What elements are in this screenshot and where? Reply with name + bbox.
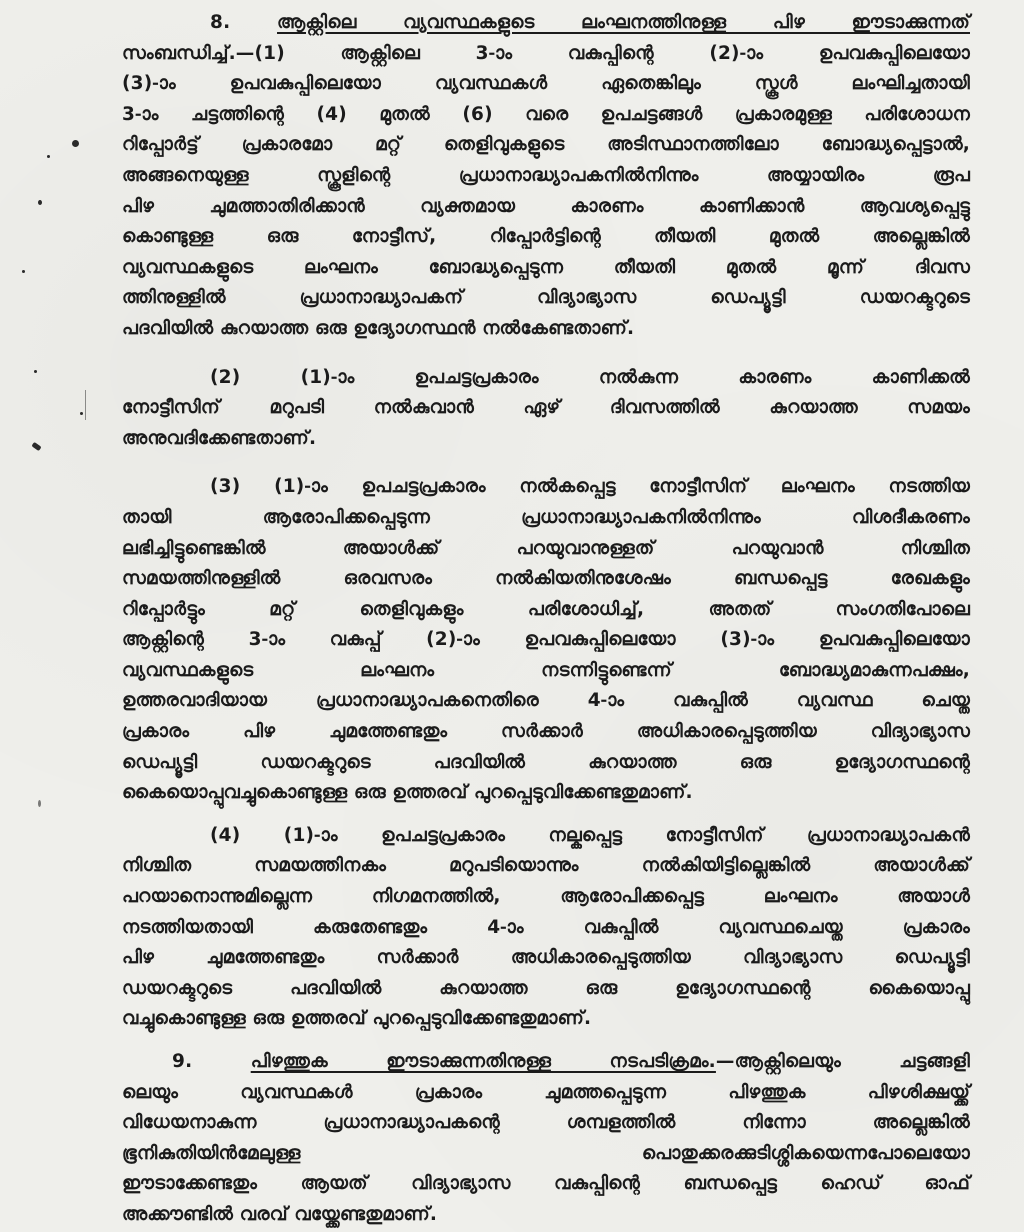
paragraph-gap [122, 1035, 970, 1047]
margin-speck [72, 140, 79, 147]
text-line: റിപ്പോർട്ടും മറ്റ് തെളിവുകളും പരിശോധിച്ച്, അതത് സംഗതിപോലെ [122, 598, 970, 620]
margin-speck [80, 412, 83, 415]
section-heading: പിഴത്തുക ഈടാക്കുന്നതിനുള്ള നടപടിക്രമം. [250, 1051, 716, 1072]
text-line: പദവിയിൽ കുറയാത്ത ഒരു ഉദ്യോഗസ്ഥൻ നൽകേണ്ടതാണ്. [122, 317, 635, 339]
text-line: സമയത്തിനുള്ളിൽ ഒരവസരം നൽകിയതിനുശേഷം ബന്ധപ്പെട്ട രേഖകളും [122, 568, 970, 590]
text-line: ഉത്തരവാദിയായ പ്രധാനാദ്ധ്യാപകനെതിരെ 4-ാം വകുപ്പിൽ വ്യവസ്ഥ ചെയ്ത [122, 690, 970, 712]
text-line: ത്തിനുള്ളിൽ പ്രധാനാദ്ധ്യാപകന് വിദ്യാഭ്യാസ ഡെപ്യൂട്ടി ഡയറക്ടറുടെ [122, 287, 970, 309]
text-line: 3-ാം ചട്ടത്തിന്റെ (4) മുതൽ (6) വരെ ഉപചട്ടങ്ങൾ പ്രകാരമുള്ള പരിശോധന [122, 103, 970, 125]
text-line: വിധേയനാകുന്ന പ്രധാനാദ്ധ്യാപകന്റെ ശമ്പളത്തിൽ നിന്നോ അല്ലെങ്കിൽ [122, 1112, 970, 1134]
text-line: (3) (1)-ാം ഉപചട്ടപ്രകാരം നൽകപ്പെട്ട നോട്ടീസിന് ലംഘനം നടത്തിയ [210, 476, 970, 498]
subsection-8-4 [122, 821, 970, 1035]
text-line: പിഴ ചുമത്തേണ്ടതും സർക്കാർ അധികാരപ്പെടുത്തിയ വിദ്യാഭ്യാസ ഡെപ്യൂട്ടി [122, 947, 970, 969]
text-line: അനുവദിക്കേണ്ടതാണ്. [122, 427, 317, 449]
text-line: അക്കൗണ്ടിൽ വരവ് വയ്ക്കേണ്ടതുമാണ്. [122, 1203, 438, 1225]
text-line: വ്യവസ്ഥകളുടെ ലംഘനം ബോദ്ധ്യപ്പെടുന്ന തീയതി മുതൽ മൂന്ന് ദിവസ [122, 256, 970, 278]
text-line: വ്യവസ്ഥകളുടെ ലംഘനം നടന്നിട്ടുണ്ടെന്ന് ബോദ്ധ്യമാകുന്നപക്ഷം, [122, 659, 970, 681]
subsection-8-3 [122, 472, 970, 809]
text-line: ഭൂനികുതിയിൻമേലുള്ള പൊതുക്കരക്കുടിശ്ശികയെന്നപോലെയോ [122, 1142, 970, 1164]
text-line: ഡെപ്യൂട്ടി ഡയറക്ടറുടെ പദവിയിൽ കുറയാത്ത ഒരു ഉദ്യോഗസ്ഥന്റെ [122, 751, 970, 773]
text-line: (3)-ാം ഉപവകുപ്പിലെയോ വ്യവസ്ഥകൾ ഏതെങ്കിലും സ്കൂൾ ലംഘിച്ചതായി [122, 73, 970, 95]
margin-speck [34, 370, 37, 373]
section-number: 8. [210, 12, 231, 33]
text-line: നടത്തിയതായി കരുതേണ്ടതും 4-ാം വകുപ്പിൽ വ്യവസ്ഥചെയ്ത പ്രകാരം [122, 916, 970, 938]
text-line: ആക്റ്റിന്റെ 3-ാം വകുപ്പ് (2)-ാം ഉപവകുപ്പിലെയോ (3)-ാം ഉപവകുപ്പിലെയോ [122, 629, 970, 651]
paragraph-gap [122, 809, 970, 821]
text-line: സംബന്ധിച്ച്.—(1) ആക്റ്റിലെ 3-ാം വകുപ്പിന്റെ (2)-ാം ഉപവകുപ്പിലെയോ [122, 42, 970, 64]
text-line: പറയാനൊന്നുമില്ലെന്ന നിഗമനത്തിൽ, ആരോപിക്കപ്പെട്ട ലംഘനം അയാൾ [122, 886, 970, 908]
text-line: കൊണ്ടുള്ള ഒരു നോട്ടീസ്, റിപ്പോർട്ടിന്റെ തീയതി മുതൽ അല്ലെങ്കിൽ [122, 226, 970, 248]
section-number: 9. [172, 1051, 193, 1072]
paragraph-gap [122, 345, 970, 363]
text-line: ലഭിച്ചിട്ടുണ്ടെങ്കിൽ അയാൾക്ക് പറയുവാനുള്ളത് പറയുവാൻ നിശ്ചിത [122, 537, 970, 559]
text-line: പിഴ ചുമത്താതിരിക്കാൻ വ്യക്തമായ കാരണം കാണിക്കാൻ ആവശ്യപ്പെട്ടു [122, 195, 970, 217]
text-line: നിശ്ചിത സമയത്തിനകം മറുപടിയൊന്നും നൽകിയിട്ടില്ലെങ്കിൽ അയാൾക്ക് [122, 855, 970, 877]
text-line: (2) (1)-ാം ഉപചട്ടപ്രകാരം നൽകുന്ന കാരണം കാണിക്കൽ [210, 366, 970, 388]
text-fragment: —ആക്റ്റിലെയും ചട്ടങ്ങളി [715, 1051, 970, 1072]
document-body [122, 8, 970, 1231]
section-9 [122, 1047, 970, 1231]
text-line: ലെയും വ്യവസ്ഥകൾ പ്രകാരം ചുമത്തപ്പെടുന്ന പിഴത്തുക പിഴശിക്ഷയ്ക്ക് [122, 1081, 970, 1103]
text-line: നോട്ടീസിന് മറുപടി നൽകുവാൻ ഏഴ് ദിവസത്തിൽ കുറയാത്ത സമയം [122, 397, 970, 419]
section-heading: ആക്റ്റിലെ വ്യവസ്ഥകളുടെ ലംഘനത്തിനുള്ള പിഴ ഈടാക്കുന്നത് [277, 12, 970, 33]
margin-speck [85, 390, 86, 420]
subsection-8-2 [122, 363, 970, 455]
paragraph-gap [122, 454, 970, 472]
margin-speck [47, 155, 50, 158]
text-line: പ്രകാരം പിഴ ചുമത്തേണ്ടതും സർക്കാർ അധികാരപ്പെടുത്തിയ വിദ്യാഭ്യാസ [122, 721, 970, 743]
section-9-heading-line [122, 1047, 970, 1078]
text-line: ഡയറക്ടറുടെ പദവിയിൽ കുറയാത്ത ഒരു ഉദ്യോഗസ്ഥന്റെ കൈയൊപ്പു [122, 977, 970, 999]
text-line: റിപ്പോർട്ട് പ്രകാരമോ മറ്റ് തെളിവുകളുടെ അടിസ്ഥാനത്തിലോ ബോദ്ധ്യപ്പെട്ടാൽ, [122, 134, 970, 156]
margin-speck [31, 442, 41, 451]
text-line: കൈയൊപ്പുവച്ചുകൊണ്ടുള്ള ഒരു ഉത്തരവ് പുറപ്പെടുവിക്കേണ്ടതുമാണ്. [122, 782, 693, 804]
section-8-heading-line [122, 8, 970, 39]
margin-speck [38, 200, 42, 205]
text-line: വച്ചുകൊണ്ടുള്ള ഒരു ഉത്തരവ് പുറപ്പെടുവിക്കേണ്ടതുമാണ്. [122, 1008, 592, 1030]
text-line: (4) (1)-ാം ഉപചട്ടപ്രകാരം നല്കപ്പെട്ട നോട്ടീസിന് പ്രധാനാദ്ധ്യാപകൻ [210, 824, 970, 846]
margin-speck [38, 800, 41, 807]
section-8 [122, 8, 970, 345]
text-line: അങ്ങനെയുള്ള സ്കൂളിന്റെ പ്രധാനാദ്ധ്യാപകനിൽനിന്നും അയ്യായിരം രൂപ [122, 164, 970, 186]
text-line: തായി ആരോപിക്കപ്പെടുന്ന പ്രധാനാദ്ധ്യാപകനിൽനിന്നും വിശദീകരണം [122, 506, 970, 528]
text-line: ഈടാക്കേണ്ടതും ആയത് വിദ്യാഭ്യാസ വകുപ്പിന്റെ ബന്ധപ്പെട്ട ഹെഡ് ഓഫ് [122, 1173, 970, 1195]
margin-speck [22, 270, 25, 273]
